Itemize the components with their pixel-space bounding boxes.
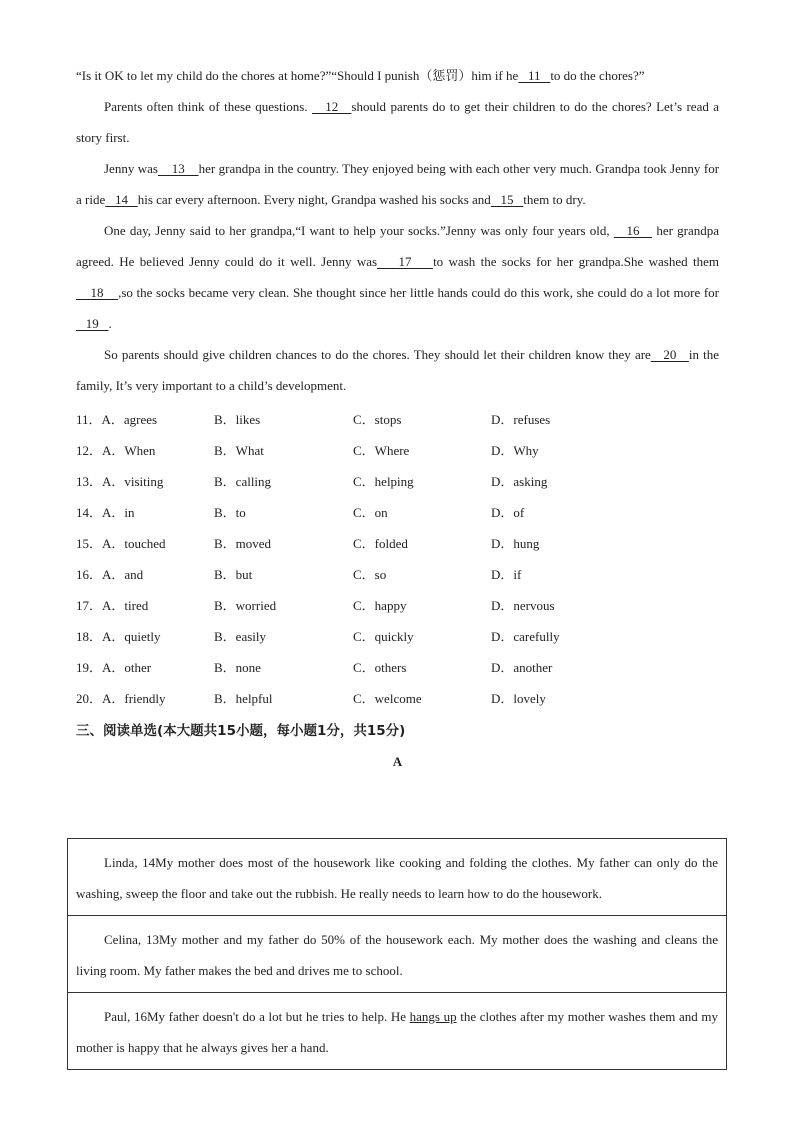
underlined-phrase: hangs up xyxy=(409,1009,457,1024)
text: . xyxy=(108,316,112,331)
option[interactable]: C．on xyxy=(353,505,388,520)
option-row-17 xyxy=(76,590,719,621)
option-row-13 xyxy=(76,466,719,497)
table-row-paul xyxy=(68,992,726,1069)
text: to do the chores?” xyxy=(550,68,645,83)
text: ,so the socks became very clean. She thought since her little hands could do this work, she could do a lot more for xyxy=(118,285,720,300)
option[interactable]: C．so xyxy=(353,567,387,582)
option-row-16 xyxy=(76,559,719,590)
option[interactable]: 13．A．visiting xyxy=(76,474,164,489)
text: “Is it OK to let my child do the chores at home?”“Should I punish（惩罚）him if he xyxy=(76,68,519,83)
text: her grandpa in the country. They enjoyed being with each other very much. Grandpa took Jenny for a ride xyxy=(76,161,720,207)
option[interactable]: 14．A．in xyxy=(76,505,135,520)
celina-text: Celina, 13My mother and my father do 50% of the housework each. My mother does the washing and cleans the living room. My father makes the bed and drives me to school. xyxy=(76,932,718,978)
blank-12: 12 xyxy=(312,99,352,114)
option[interactable]: D．hung xyxy=(491,536,540,551)
text: his car every afternoon. Every night, Grandpa washed his socks and xyxy=(137,192,491,207)
paragraph-3 xyxy=(76,153,719,215)
text: her grandpa agreed. He believed Jenny could do it well. Jenny was xyxy=(76,223,720,269)
paragraph-1 xyxy=(76,60,719,91)
table-row-linda xyxy=(68,839,726,915)
option-row-11 xyxy=(76,404,719,435)
option-row-18 xyxy=(76,621,719,652)
option[interactable]: 15．A．touched xyxy=(76,536,166,551)
option[interactable]: D．Why xyxy=(491,443,539,458)
option[interactable]: D．nervous xyxy=(491,598,555,613)
option[interactable]: B．easily xyxy=(214,629,266,644)
option[interactable]: 11．A．agrees xyxy=(76,412,158,427)
text: Parents often think of these questions. xyxy=(104,99,312,114)
option[interactable]: 18．A．quietly xyxy=(76,629,161,644)
text: should parents do to get their children to do the chores? Let’s read a story first. xyxy=(76,99,720,145)
option[interactable]: C．happy xyxy=(353,598,407,613)
option[interactable]: C．folded xyxy=(353,536,408,551)
blank-18: 18 xyxy=(76,285,119,300)
option-row-20 xyxy=(76,683,719,714)
option[interactable]: C．Where xyxy=(353,443,410,458)
option[interactable]: D．of xyxy=(491,505,525,520)
text: in the family, It’s very important to a child’s development. xyxy=(76,347,720,393)
option[interactable]: B．moved xyxy=(214,536,272,551)
option[interactable]: D．lovely xyxy=(491,691,546,706)
option[interactable]: B．helpful xyxy=(214,691,273,706)
options-list xyxy=(76,404,719,714)
blank-16: 16 xyxy=(613,223,653,238)
blank-20: 20 xyxy=(650,347,689,362)
paragraph-5 xyxy=(76,339,719,401)
text: to wash the socks for her grandpa.She washed them xyxy=(433,254,720,269)
option[interactable]: B．worried xyxy=(214,598,277,613)
option[interactable]: D．if xyxy=(491,567,522,582)
paragraph-4 xyxy=(76,215,719,339)
linda-text: Linda, 14My mother does most of the housework like cooking and folding the clothes. My father can only do the washing, sweep the floor and take out the rubbish. He really needs to learn how to do the housework. xyxy=(76,855,718,901)
option[interactable]: C．others xyxy=(353,660,407,675)
option[interactable]: D．asking xyxy=(491,474,548,489)
option[interactable]: 20．A．friendly xyxy=(76,691,166,706)
option[interactable]: B．likes xyxy=(214,412,261,427)
text: them to dry. xyxy=(523,192,586,207)
blank-14: 14 xyxy=(105,192,138,207)
table-row-celina xyxy=(68,915,726,992)
paragraph-2 xyxy=(76,91,719,153)
option[interactable]: B．What xyxy=(214,443,264,458)
text: the clothes after my mother washes them and my mother is happy that he always gives her a hand. xyxy=(76,1009,718,1055)
option[interactable]: C．welcome xyxy=(353,691,422,706)
blank-19: 19 xyxy=(76,316,109,331)
option[interactable]: D．refuses xyxy=(491,412,551,427)
option[interactable]: B．calling xyxy=(214,474,272,489)
cloze-page xyxy=(76,60,719,777)
blank-13: 13 xyxy=(158,161,199,176)
option-row-12 xyxy=(76,435,719,466)
blank-17: 17 xyxy=(377,254,434,269)
option-row-19 xyxy=(76,652,719,683)
text: So parents should give children chances to do the chores. They should let their children know they are xyxy=(104,347,651,362)
opinions-table xyxy=(67,838,727,1070)
option[interactable]: B．but xyxy=(214,567,253,582)
option[interactable]: D．another xyxy=(491,660,553,675)
section-title: 三、阅读单选(本大题共15小题，每小题1分，共15分) xyxy=(76,723,406,739)
text: Jenny was xyxy=(104,161,158,176)
passage-label: A xyxy=(392,754,403,769)
blank-15: 15 xyxy=(490,192,524,207)
option[interactable]: 19．A．other xyxy=(76,660,152,675)
option[interactable]: 17．A．tired xyxy=(76,598,149,613)
option[interactable]: C．stops xyxy=(353,412,402,427)
text: Paul, 16My father doesn't do a lot but he tries to help. He xyxy=(104,1009,410,1024)
option[interactable]: D．carefully xyxy=(491,629,560,644)
text: One day, Jenny said to her grandpa,“I want to help your socks.”Jenny was only four years old, xyxy=(104,223,614,238)
option[interactable]: B．none xyxy=(214,660,261,675)
option[interactable]: C．quickly xyxy=(353,629,414,644)
option-row-14 xyxy=(76,497,719,528)
option-row-15 xyxy=(76,528,719,559)
option[interactable]: B．to xyxy=(214,505,246,520)
option[interactable]: C．helping xyxy=(353,474,414,489)
paul-text xyxy=(76,1001,718,1063)
option[interactable]: 12．A．When xyxy=(76,443,156,458)
blank-11: 11 xyxy=(518,68,551,83)
option[interactable]: 16．A．and xyxy=(76,567,144,582)
